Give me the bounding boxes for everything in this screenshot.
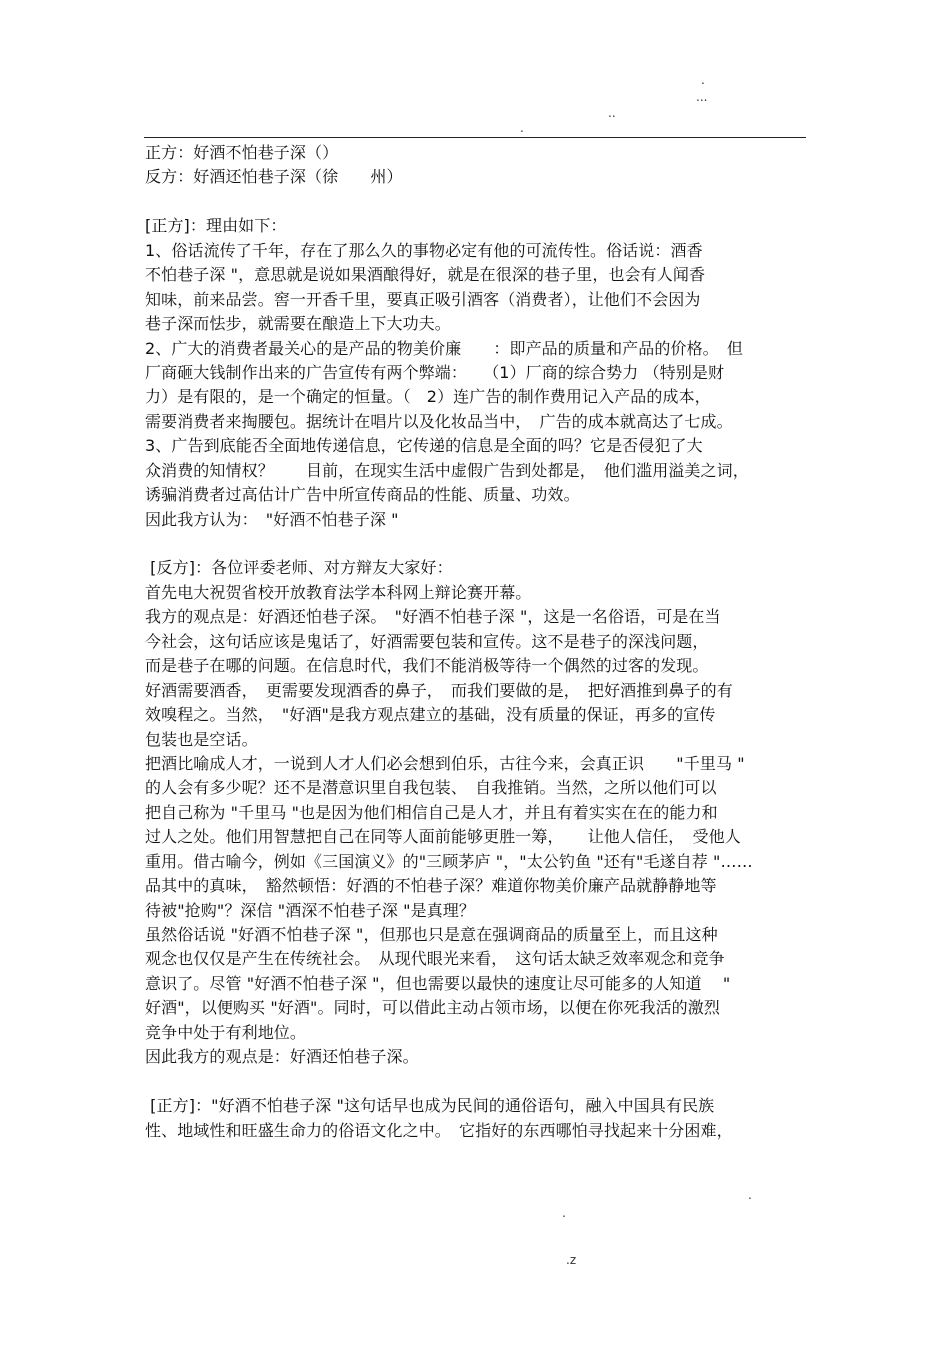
text-line: 众消费的知情权？ 目前，在现实生活中虚假广告到处都是， 他们滥用溢美之词， — [145, 460, 749, 480]
text-line: 观念也仅仅是产生在传统社会。 从现代眼光来看， 这句话太缺乏效率观念和竞争 — [145, 949, 725, 969]
text-line: 包装也是空话。 — [145, 729, 258, 749]
text-line: 过人之处。他们用智慧把自己在同等人面前能够更胜一筹， 让他人信任， 受他人 — [145, 827, 741, 847]
section-heading: [正方]："好酒不怕巷子深 "这句话早也成为民间的通俗语句，融入中国具有民族 — [145, 1096, 715, 1116]
header-mark-1: . — [701, 73, 705, 87]
text-line: 今社会，这句话应该是鬼话了，好酒需要包装和宣传。这不是巷子的深浅问题， — [145, 631, 709, 651]
affirmative-topic: 正方：好酒不怕巷子深（） — [145, 143, 339, 162]
text-line: 而是巷子在哪的问题。在信息时代，我们不能消极等待一个偶然的过客的发现。 — [145, 656, 709, 676]
text-line: 因此我方的观点是：好酒还怕巷子深。 — [145, 1047, 419, 1067]
text-line: 待被"抢购"？深信 "酒深不怕巷子深 "是真理？ — [145, 900, 476, 920]
text-line: 效嗅程之。当然， "好酒"是我方观点建立的基础，没有质量的保证，再多的宣传 — [145, 705, 716, 725]
text-line: 把酒比喻成人才，一说到人才人们必会想到伯乐，古往今来，会真正识 "千里马 " — [145, 753, 745, 773]
spacer — [145, 532, 810, 556]
text-line: 需要消费者来掏腰包。据统计在唱片以及化妆品当中， 广告的成本就高达了七成。 — [145, 411, 733, 431]
text-line: 力）是有限的，是一个确定的恒量。（ 2）连广告的制作费用记入产品的成本， — [145, 387, 711, 407]
header-mark-3: .. — [608, 106, 616, 120]
spacer — [145, 1070, 810, 1094]
text-line: 意识了。尽管 "好酒不怕巷子深 "，但也需要以最快的速度让尽可能多的人知道 " — [145, 973, 731, 993]
text-line: 把自己称为 "千里马 "也是因为他们相信自己是人才，并且有着实实在在的能力和 — [145, 802, 718, 822]
text-line: 的人会有多少呢？还不是潜意识里自我包装、 自我推销。当然，之所以他们可以 — [145, 778, 717, 798]
text-line: 3、广告到底能否全面地传递信息，它传递的信息是全面的吗？它是否侵犯了大 — [145, 436, 703, 456]
spacer — [145, 190, 810, 214]
header-mark-4: . — [520, 121, 524, 135]
text-line: 2、广大的消费者最关心的是产品的物美价廉 ：即产品的质量和产品的价格。 但 — [145, 338, 743, 358]
text-line: 竞争中处于有利地位。 — [145, 1022, 307, 1042]
text-line: 诱骗消费者过高估计广告中所宣传商品的性能、质量、功效。 — [145, 485, 580, 505]
header-mark-2: ... — [696, 90, 708, 104]
section-heading: [正方]：理由如下： — [145, 216, 287, 236]
text-line: 知味，前来品尝。窖一开香千里，要真正吸引酒客（消费者），让他们不会因为 — [145, 289, 701, 309]
footer-mark-2: . — [562, 1206, 566, 1220]
header-rule — [144, 137, 806, 138]
footer-mark-1: . — [748, 1188, 752, 1202]
text-line: 巷子深而怯步，就需要在酿造上下大功夫。 — [145, 314, 451, 334]
text-line: 虽然俗话说 "好酒不怕巷子深 "，但那也只是意在强调商品的质量至上，而且这种 — [145, 925, 718, 944]
document-body — [145, 141, 810, 1143]
footer-mark-3: .z — [566, 1253, 577, 1267]
section-heading: [反方]：各位评委老师、对方辩友大家好： — [145, 558, 453, 578]
text-line: 好酒"，以便购买 "好酒"。同时，可以借此主动占领市场，以便在你死我活的激烈 — [145, 998, 720, 1018]
negative-topic: 反方：好酒还怕巷子深（徐 州） — [145, 167, 403, 187]
text-line: 好酒需要酒香， 更需要发现酒香的鼻子， 而我们要做的是， 把好酒推到鼻子的有 — [145, 680, 733, 700]
text-line: 我方的观点是：好酒还怕巷子深。 "好酒不怕巷子深 "，这是一名俗语，可是在当 — [145, 607, 721, 627]
text-line: 厂商砸大钱制作出来的广告宣传有两个弊端： （1）厂商的综合势力 （特别是财 — [145, 362, 725, 382]
text-line: 品其中的真味， 豁然顿悟：好酒的不怕巷子深？难道你物美价廉产品就静静地等 — [145, 876, 717, 896]
text-line: 不怕巷子深 "，意思就是说如果酒酿得好，就是在很深的巷子里，也会有人闻香 — [145, 265, 706, 285]
text-line: 首先电大祝贺省校开放教育法学本科网上辩论赛开幕。 — [145, 582, 532, 602]
text-line: 重用。借古喻今，例如《三国演义》的"三顾茅庐 "，"太公钓鱼 "还有"毛遂自荐 "…… — [145, 851, 753, 871]
text-line: 因此我方认为： "好酒不怕巷子深 " — [145, 509, 399, 529]
text-line: 性、地域性和旺盛生命力的俗语文化之中。 它指好的东西哪怕寻找起来十分困难， — [145, 1120, 733, 1140]
text-line: 1、俗话流传了千年，存在了那么久的事物必定有他的可流传性。俗话说：酒香 — [145, 240, 703, 260]
